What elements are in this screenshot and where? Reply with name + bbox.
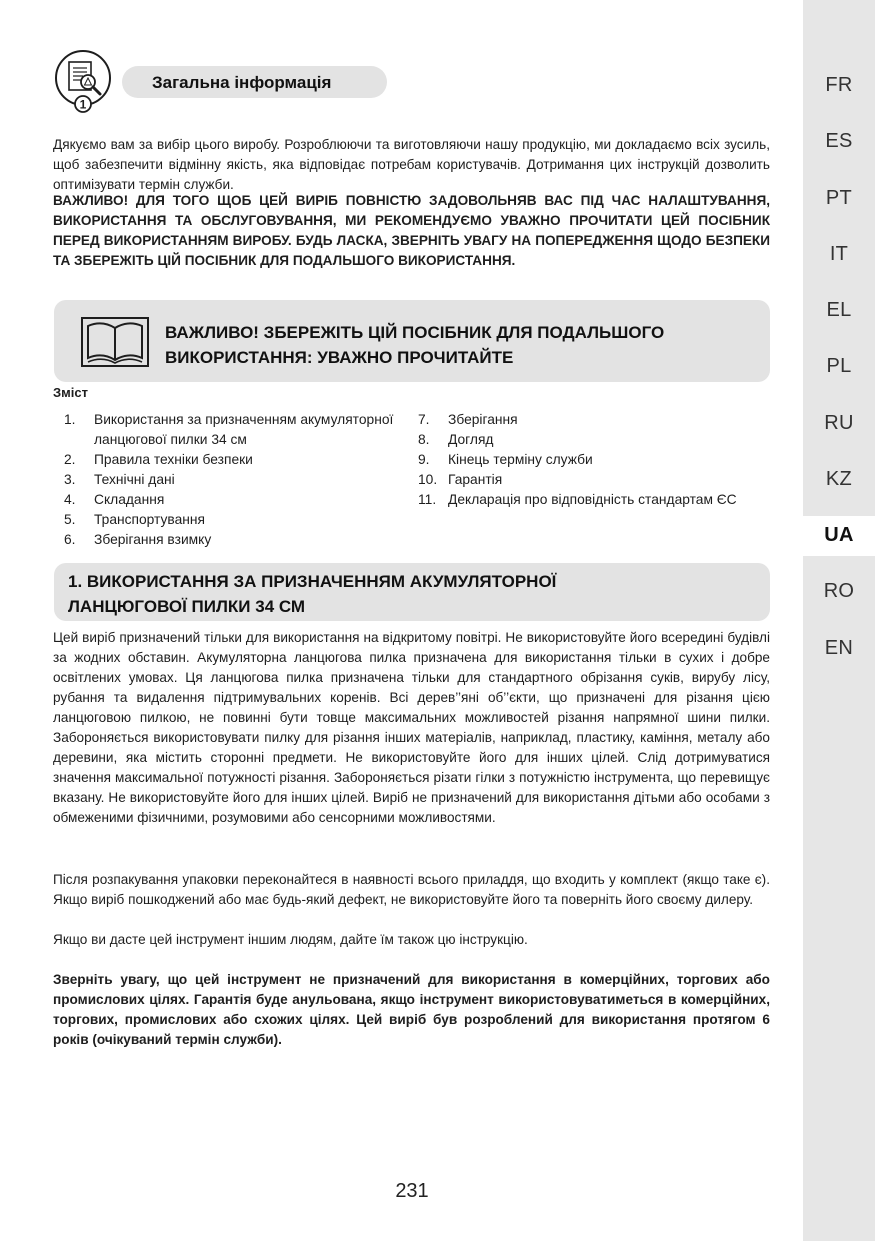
manual-search-icon xyxy=(50,48,116,114)
section-1-title xyxy=(68,569,748,619)
section-1-paragraph-3: Якщо ви дасте цей інструмент іншим людям, дайте їм також цю інструкцію. xyxy=(53,932,528,947)
lang-tab-fr[interactable]: FR xyxy=(825,74,853,96)
toc-label: Зберігання xyxy=(448,412,518,427)
toc-label: Гарантія xyxy=(448,472,503,487)
toc-item[interactable] xyxy=(418,450,768,470)
section-1-paragraph-1: Цей виріб призначений тільки для використання на відкритому повітрі. Не використовуйте його всередині будівлі за жодних обставин. Акумуляторна ланцюгова пилка призначена для використання тільки в сухих і добре освітлених умовах. Ця ланцюгова пилка призначена тільки для стандартного обрізання суків, вирубу лісу, рубання та видалення підтримувальних коренів. Всі дерев’’яні об’’єкти, що призначені для різання цією ланцюговою пилкою, не повинні бути товще максимальних можливостей різання напрямної шини пилки. Забороняється використовувати пилку для різання інших матеріалів, наприклад, пластику, каміння, металу або деревини, яка містить сторонні предмети. Не використовуйте його для інших цілей. Слід дотримуватися значення максимальної потужності різання. Забороняється різати гілки з потужністю інструмента, що перевищує вказану. Не використовуйте його для інших цілей. Виріб не призначений для використання дітьми або особами з обмеженими фізичними, розумовими або сенсорними можливостями. xyxy=(53,630,770,825)
language-sidebar xyxy=(803,0,875,1241)
toc-label: Складання xyxy=(94,492,165,507)
toc-item[interactable] xyxy=(418,470,768,490)
lang-tab-it[interactable]: IT xyxy=(829,243,849,265)
toc-number: 8. xyxy=(418,432,430,447)
book-icon xyxy=(80,316,150,368)
toc-item[interactable] xyxy=(418,490,768,510)
toc-item[interactable] xyxy=(64,450,394,470)
toc-number: 5. xyxy=(64,512,76,527)
lang-tab-pt[interactable]: PT xyxy=(825,187,853,209)
warning-paragraph: ВАЖЛИВО! ДЛЯ ТОГО ЩОБ ЦЕЙ ВИРІБ ПОВНІСТЮ ЗАДОВОЛЬНЯВ ВАС ПІД ЧАС НАЛАШТУВАННЯ, ВИКОРИСТАННЯ ТА ОБСЛУГОВУВАННЯ, МИ РЕКОМЕНДУЄМО УВАЖНО ПРОЧИТАТИ ЦЕЙ ПОСІБНИК ПЕРЕД ВИКОРИСТАННЯМ ВИРОБУ. БУДЬ ЛАСКА, ЗВЕРНІТЬ УВАГУ НА ПОПЕРЕДЖЕННЯ ЩОДО БЕЗПЕКИ ТА ЗБЕРЕЖІТЬ ЦІЙ ПОСІБНИК ДЛЯ ПОДАЛЬШОГО ВИКОРИСТАННЯ. xyxy=(53,193,770,268)
toc-number: 1. xyxy=(64,412,76,427)
toc-label: Використання за призначенням акумуляторної ланцюгової пилки 34 см xyxy=(94,412,394,447)
important-notice-text xyxy=(165,320,755,370)
lang-tab-pl[interactable]: PL xyxy=(826,355,852,377)
toc-label: Догляд xyxy=(448,432,494,447)
intro-paragraph: Дякуємо вам за вибір цього виробу. Розроблюючи та виготовляючи нашу продукцію, ми докладаємо всіх зусиль, щоб забезпечити відмінну якість, яка відповідає потребам користувачів. Дотримання цих інструкцій дозволить оптимізувати термін служби. xyxy=(53,137,770,192)
contents-list-left xyxy=(64,410,394,550)
contents-list-right xyxy=(418,410,768,510)
lang-tab-es[interactable]: ES xyxy=(825,130,853,152)
toc-item[interactable] xyxy=(64,470,394,490)
important-notice-line-1: ВАЖЛИВО! ЗБЕРЕЖІТЬ ЦІЙ ПОСІБНИК ДЛЯ ПОДАЛЬШОГО xyxy=(165,323,665,342)
toc-number: 9. xyxy=(418,452,430,467)
lang-tab-ru[interactable]: RU xyxy=(824,412,854,434)
section-1-header xyxy=(54,563,770,621)
svg-text:1: 1 xyxy=(79,97,87,112)
toc-number: 2. xyxy=(64,452,76,467)
toc-number: 10. xyxy=(418,472,438,487)
section-1-title-line-2: ЛАНЦЮГОВОЇ ПИЛКИ 34 СМ xyxy=(68,597,306,616)
lang-tab-en[interactable]: EN xyxy=(824,637,854,659)
section-header-title: Загальна інформація xyxy=(152,73,332,92)
lang-tab-el[interactable]: EL xyxy=(826,299,852,321)
toc-item[interactable] xyxy=(64,530,394,550)
toc-label: Зберігання взимку xyxy=(94,532,212,547)
toc-label: Кінець терміну служби xyxy=(448,452,593,467)
lang-tab-ua[interactable]: UA xyxy=(824,524,854,546)
toc-item[interactable] xyxy=(64,490,394,510)
section-1-title-line-1: 1. ВИКОРИСТАННЯ ЗА ПРИЗНАЧЕННЯМ АКУМУЛЯТОРНОЇ xyxy=(68,572,557,591)
important-notice-line-2: ВИКОРИСТАННЯ: УВАЖНО ПРОЧИТАЙТЕ xyxy=(165,348,514,367)
toc-number: 4. xyxy=(64,492,76,507)
toc-item[interactable] xyxy=(418,410,768,430)
section-1-paragraph-2: Після розпакування упаковки переконайтеся в наявності всього приладдя, що входить у комплект (якщо таке є). Якщо виріб пошкоджений або має будь-який дефект, не використовуйте його та поверніть його своєму дилеру. xyxy=(53,872,770,907)
lang-tab-kz[interactable]: KZ xyxy=(825,468,853,490)
toc-item[interactable] xyxy=(64,510,394,530)
contents-title: Зміст xyxy=(53,385,88,400)
toc-number: 6. xyxy=(64,532,76,547)
toc-item[interactable] xyxy=(64,410,394,450)
important-notice-box xyxy=(54,300,770,382)
toc-label: Декларація про відповідність стандартам ЄС xyxy=(448,492,737,507)
section-1-paragraph-4: Зверніть увагу, що цей інструмент не призначений для використання в комерційних, торгових або промислових цілях. Гарантія буде анульована, якщо інструмент використовуватиметься в комерційних, торгових, промислових або схожих цілях. Цей виріб був розроблений для використання протягом 6 років (очікуваний термін служби). xyxy=(53,972,770,1047)
toc-number: 11. xyxy=(418,492,437,507)
toc-number: 3. xyxy=(64,472,76,487)
section-header xyxy=(122,66,387,98)
lang-tab-ro[interactable]: RO xyxy=(823,580,855,602)
toc-label: Правила техніки безпеки xyxy=(94,452,253,467)
toc-item[interactable] xyxy=(418,430,768,450)
toc-label: Технічні дані xyxy=(94,472,175,487)
toc-number: 7. xyxy=(418,412,430,427)
page-number: 231 xyxy=(395,1180,429,1202)
toc-label: Транспортування xyxy=(94,512,205,527)
